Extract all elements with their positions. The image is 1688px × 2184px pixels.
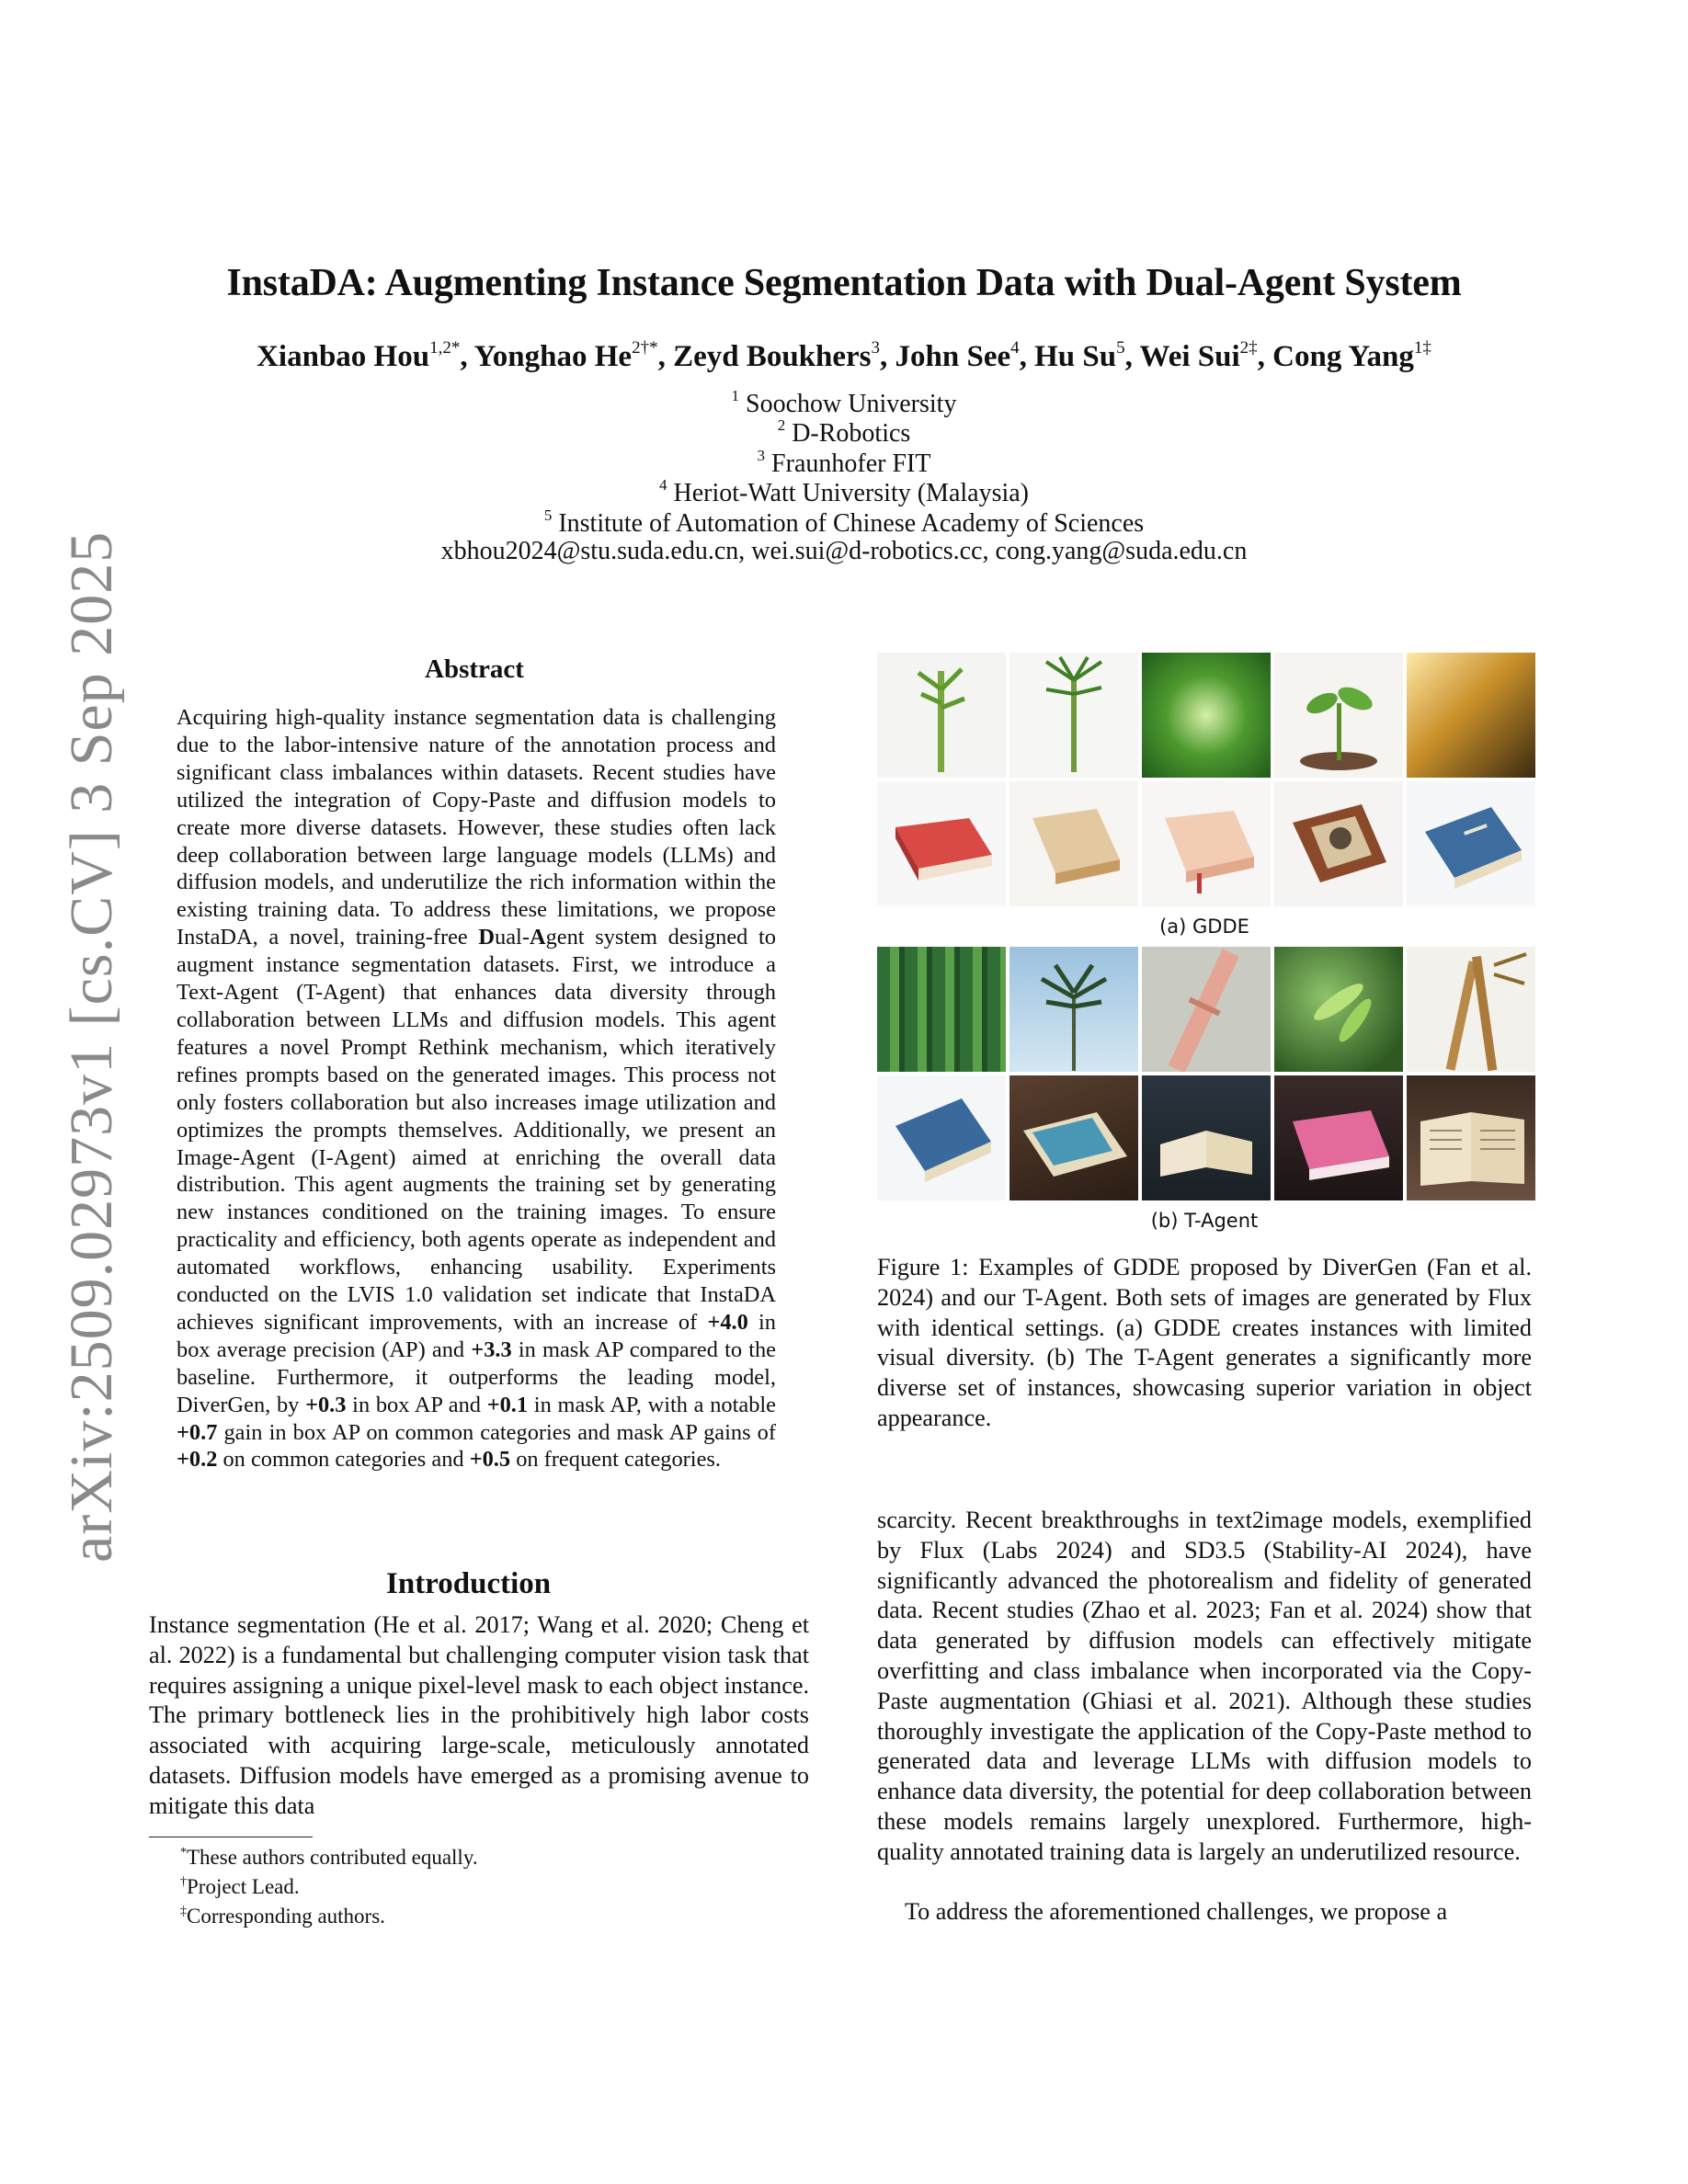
- abstract-text: Acquiring high-quality instance segmentation data is challenging due to the labor-intensive nature of the annotation process and significant class imbalances within datasets. Recent studies have utilized the integration of Copy-Paste and diffusion models to create more diverse datasets. However, these studies often lack deep collaboration between large language models (LLMs) and diffusion models, and underutilize the rich information within the existing training data. To address these limitations, we propose InstaDA, a novel, training-free Dual-Agent system designed to augment instance segmentation datasets. First, we introduce a Text-Agent (T-Agent) that enhances data diversity through collaboration between LLMs and diffusion models. This agent features a novel Prompt Rethink mechanism, which iteratively refines prompts based on the generated images. This process not only fosters collaboration but also increases image utilization and optimizes the prompts themselves. Additionally, we present an Image-Agent (I-Agent) aimed at enriching the overall data distribution. This agent augments the training set by generating new instances conditioned on the training images. To ensure practicality and efficiency, both agents operate as independent and automated workflows, enhancing usability. Experiments conducted on the LVIS 1.0 validation set indicate that InstaDA achieves significant improvements, with an increase of +4.0 in box average precision (AP) and +3.3 in mask AP compared to the baseline. Furthermore, it outperforms the leading model, DiverGen, by +0.3 in box AP and +0.1 in mask AP, with a notable +0.7 gain in box AP on common categories and mask AP gains of +0.2 on common categories and +0.5 on frequent categories.: [177, 705, 777, 1473]
- author-mark: 2†*: [632, 338, 658, 358]
- image-bamboo-wall: [877, 947, 1006, 1072]
- image-open-book-water: [1142, 1075, 1271, 1200]
- arxiv-identifier: arXiv:2509.02973v1 [cs.CV] 3 Sep 2025: [58, 530, 125, 1563]
- image-bamboo-sunlight: [1407, 653, 1535, 778]
- image-blue-book: [1407, 781, 1535, 906]
- footnote-lead: †Project Lead.: [180, 1875, 300, 1898]
- author-name: John See: [895, 340, 1011, 373]
- introduction-paragraph-left: Instance segmentation (He et al. 2017; Wang et al. 2020; Cheng et al. 2022) is a fundamental but challenging computer vision task that requires assigning a unique pixel-level mask to each object instance. The primary bottleneck lies in the prohibitively high labor costs associated with acquiring large-scale, meticulously annotated datasets. Diffusion models have emerged as a promising avenue to mitigate this data: [149, 1611, 809, 1819]
- affiliation-2: $^2$ D-Robotics: [777, 416, 911, 448]
- affiliation-4: $^4$ Heriot-Watt University (Malaysia): [658, 476, 1030, 507]
- image-bamboo-leaves-green: [1274, 947, 1403, 1072]
- image-wave-book: [1009, 1075, 1138, 1200]
- author-list: Xianbao Hou$^{1,2*}$, Yonghao $He^{2\dagger*}$, Zeyd Boukhers$^3$, John See$^4$, Hu Su$^5$, Wei Sui$^{2\ddagger}$, Cong Yang$^{1\ddagger}$: [257, 338, 1431, 373]
- author-name: Hu Su: [1034, 340, 1117, 373]
- image-blue-book-2: [877, 1075, 1006, 1200]
- image-red-book: [877, 781, 1006, 906]
- introduction-heading: Introduction: [386, 1567, 552, 1600]
- image-bamboo-pink-stalk: [1142, 947, 1271, 1072]
- affiliation-3: $^3$ Fraunhofer FIT: [757, 447, 931, 478]
- author-mark: 5: [1116, 338, 1125, 358]
- author-name: Xianbao Hou: [257, 340, 430, 373]
- image-portrait-book: [1274, 781, 1403, 906]
- author-mark: 2‡: [1239, 338, 1258, 358]
- introduction-paragraph-2: To address the aforementioned challenges, we propose a: [905, 1898, 1448, 1925]
- author-name: Yonghao He: [473, 340, 633, 373]
- author-mark: 3: [871, 338, 881, 358]
- author-mark: 4: [1010, 338, 1020, 358]
- figure-caption: Figure 1: Examples of GDDE proposed by DiverGen (Fan et al. 2024) and our T-Agent. Both sets of images are generated by Flux with identical settings. (a) GDDE creates instances with limited visual diversity. (b) The T-Agent generates a significantly more diverse set of instances, showcasing superior variation in object appearance.: [877, 1254, 1532, 1431]
- subfigure-label-a: (a) GDDE: [1159, 916, 1249, 938]
- image-bamboo-stalk: [877, 653, 1006, 778]
- footnote-corresponding: ‡Corresponding authors.: [180, 1905, 385, 1928]
- author-name: Cong Yang: [1272, 340, 1414, 373]
- affiliation-1: $^1$ Soochow University: [731, 387, 957, 418]
- author-emails: xbhou2024@stu.suda.edu.cn, wei.sui@d-robotics.cc, cong.yang@suda.edu.cn: [440, 537, 1248, 565]
- image-bamboo-forest: [1142, 653, 1271, 778]
- figure-grid-tagent: [877, 947, 1535, 1200]
- author-mark: 1‡: [1413, 338, 1431, 358]
- author-name: Zeyd Boukhers: [673, 340, 872, 373]
- image-bamboo-dry: [1407, 947, 1535, 1072]
- introduction-paragraph-right: scarcity. Recent breakthroughs in text2image models, exemplified by Flux (Labs 2024) and SD3.5 (Stability-AI 2024), have significantly advanced the photorealism and fidelity of generated data. Recent studies (Zhao et al. 2023; Fan et al. 2024) show that data generated by diffusion models can effectively mitigate overfitting and class imbalance when incorporated via the Copy-Paste augmentation (Ghiasi et al. 2021). Although these studies thoroughly investigate the application of the Copy-Paste method to generated data and leverage LLMs with diffusion models to enhance data diversity, the potential for deep collaboration between these models remains largely unexplored. Furthermore, high-quality annotated training data is largely an underutilized resource.: [877, 1507, 1532, 1865]
- figure-grid-gdde: [877, 653, 1535, 906]
- image-open-old-book: [1407, 1075, 1535, 1200]
- abstract-heading: Abstract: [425, 654, 524, 684]
- paper-title: InstaDA: Augmenting Instance Segmentation Data with Dual-Agent System: [226, 262, 1462, 304]
- image-pink-book-2: [1274, 1075, 1403, 1200]
- image-old-book-tan: [1009, 781, 1138, 906]
- author-mark: 1,2*: [429, 338, 461, 358]
- subfigure-label-b: (b) T-Agent: [1150, 1210, 1259, 1232]
- image-pink-book: [1142, 781, 1271, 906]
- image-sprout-soil: [1274, 653, 1403, 778]
- affiliation-5: $^5$ Institute of Automation of Chinese Academy of Sciences: [543, 506, 1145, 538]
- author-name: Wei Sui: [1139, 340, 1240, 373]
- image-bamboo-tree-sky: [1009, 947, 1138, 1072]
- image-bamboo-plant: [1009, 653, 1138, 778]
- footnote-equal: *These authors contributed equally.: [180, 1846, 478, 1869]
